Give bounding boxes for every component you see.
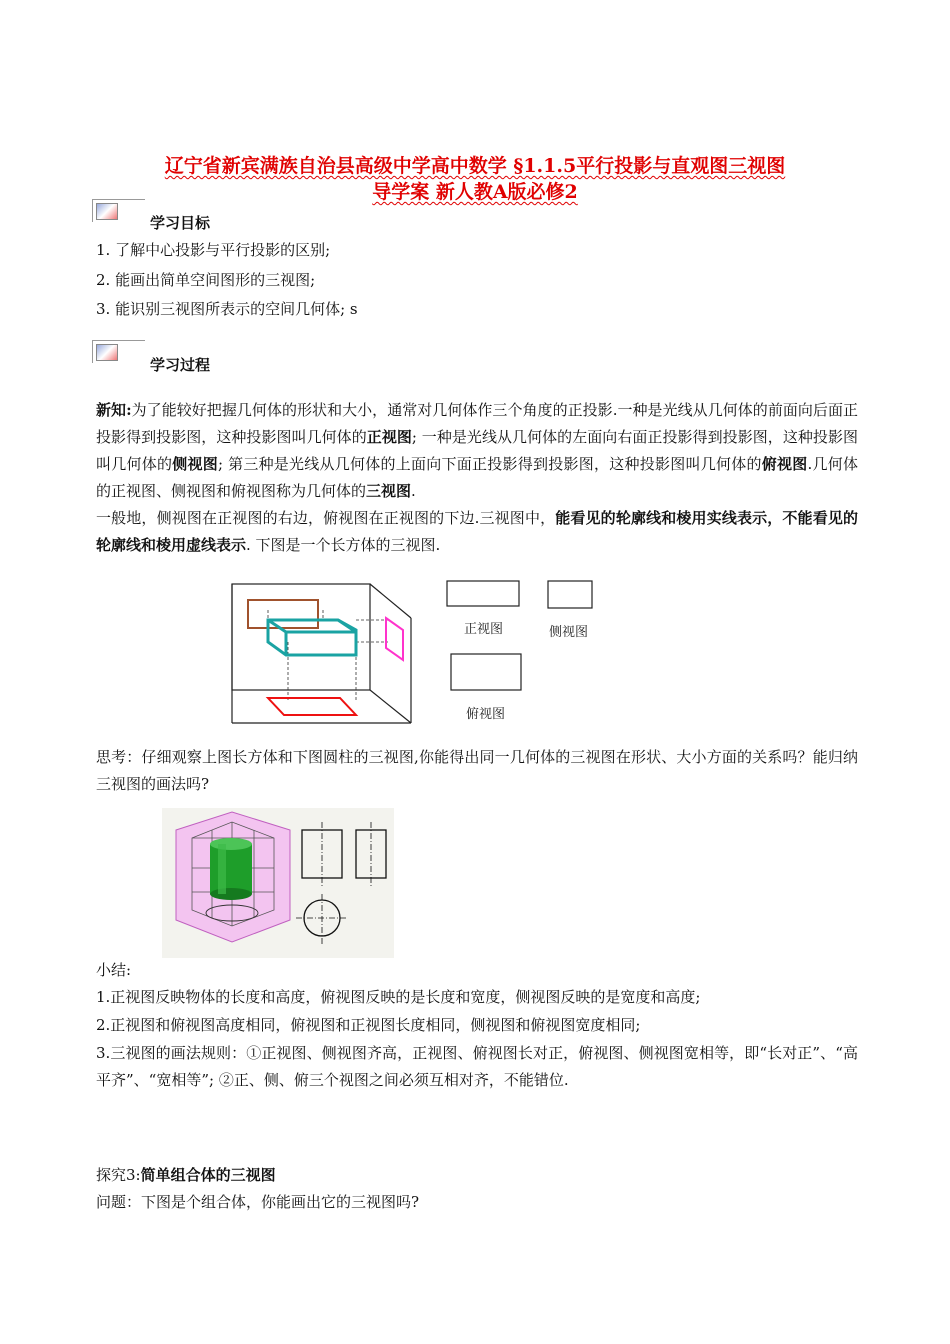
top-view-rect (451, 654, 521, 690)
cylinder-solid (210, 838, 252, 900)
document-title-line-2: 导学案 新人教A版必修2 (372, 181, 578, 203)
summary-item-3: 3.三视图的画法规则：①正视图、侧视图齐高，正视图、俯视图长对正，俯视图、侧视图宽相等，即“长对正”、“高平齐”、“宽相等”; ②正、侧、俯三个视图之间必须互相对齐，不能错位. (96, 1044, 858, 1089)
text-run: . (411, 482, 416, 500)
top-view-caption: 俯视图 (466, 707, 506, 722)
explore-question: 问题：下图是个组合体，你能画出它的三视图吗? (96, 1193, 420, 1211)
goals-heading: 学习目标 (150, 214, 211, 232)
section-image-icon (92, 340, 145, 363)
explore-label: 探究3: (96, 1166, 141, 1184)
front-view-rect (447, 581, 519, 606)
new-knowledge-label: 新知: (96, 401, 132, 419)
front-view-projection (248, 600, 318, 628)
think-paragraph: 思考：仔细观察上图长方体和下图圆柱的三视图,你能得出同一几何体的三视图在形状、大小方面的关系吗？能归纳三视图的画法吗? (96, 748, 858, 793)
rule-paragraph (96, 505, 858, 559)
process-heading: 学习过程 (150, 356, 211, 374)
term-top-view: 俯视图 (761, 455, 808, 473)
text-run: . 下图是一个长方体的三视图. (246, 536, 441, 554)
goal-item-3: 3. 能识别三视图所表示的空间几何体; s (96, 300, 358, 318)
term-side-view: 侧视图 (172, 455, 218, 473)
goal-item-2: 2. 能画出简单空间图形的三视图; (96, 271, 316, 289)
front-view-caption: 正视图 (464, 622, 504, 637)
line-style-rule: 能看见的轮廓线和棱用实线表示，不能看见的轮廓线和棱用虚线表示 (96, 509, 858, 554)
text-run: 一般地，侧视图在正视图的右边，俯视图在正视图的下边.三视图中， (96, 509, 556, 527)
goal-item-1: 1. 了解中心投影与平行投影的区别; (96, 241, 331, 259)
cuboid-projection-figure (228, 580, 612, 730)
document-title-line-1: 辽宁省新宾满族自治县高级中学高中数学 §1.1.5平行投影与直观图三视图 (164, 155, 786, 177)
summary-item-1: 1.正视图反映物体的长度和高度，俯视图反映的是长度和宽度，侧视图反映的是宽度和高度; (96, 988, 701, 1006)
section-image-icon (92, 199, 145, 222)
term-three-views: 三视图 (366, 482, 412, 500)
text-run: ; 第三种是光线从几何体的上面向下面正投影得到投影图，这种投影图叫几何体的 (218, 455, 762, 473)
summary-heading: 小结: (96, 961, 132, 979)
text-run: ; 一种是光线从几何体的左面向右面正投影得到投影图，这种投影图叫几何体的 (96, 428, 858, 473)
side-view-projection (386, 618, 403, 660)
text-run: .几何体的正视图、侧视图和俯视图称为几何体的 (96, 455, 858, 500)
explore-title: 简单组合体的三视图 (140, 1166, 276, 1184)
side-view-caption: 侧视图 (549, 625, 589, 640)
summary-item-2: 2.正视图和俯视图高度相同，俯视图和正视图长度相同，侧视图和俯视图宽度相同; (96, 1016, 641, 1034)
text-run: 为了能较好把握几何体的形状和大小，通常对几何体作三个角度的正投影.一种是光线从几何体的前面向后面正投影得到投影图，这种投影图叫几何体的 (96, 401, 858, 446)
top-view-projection (268, 698, 356, 715)
new-knowledge-paragraph (96, 397, 858, 505)
cylinder-projection-figure (162, 808, 394, 958)
cuboid-solid (268, 620, 356, 655)
side-view-rect (548, 581, 592, 608)
explore-heading (96, 1162, 856, 1188)
term-front-view: 正视图 (366, 428, 412, 446)
